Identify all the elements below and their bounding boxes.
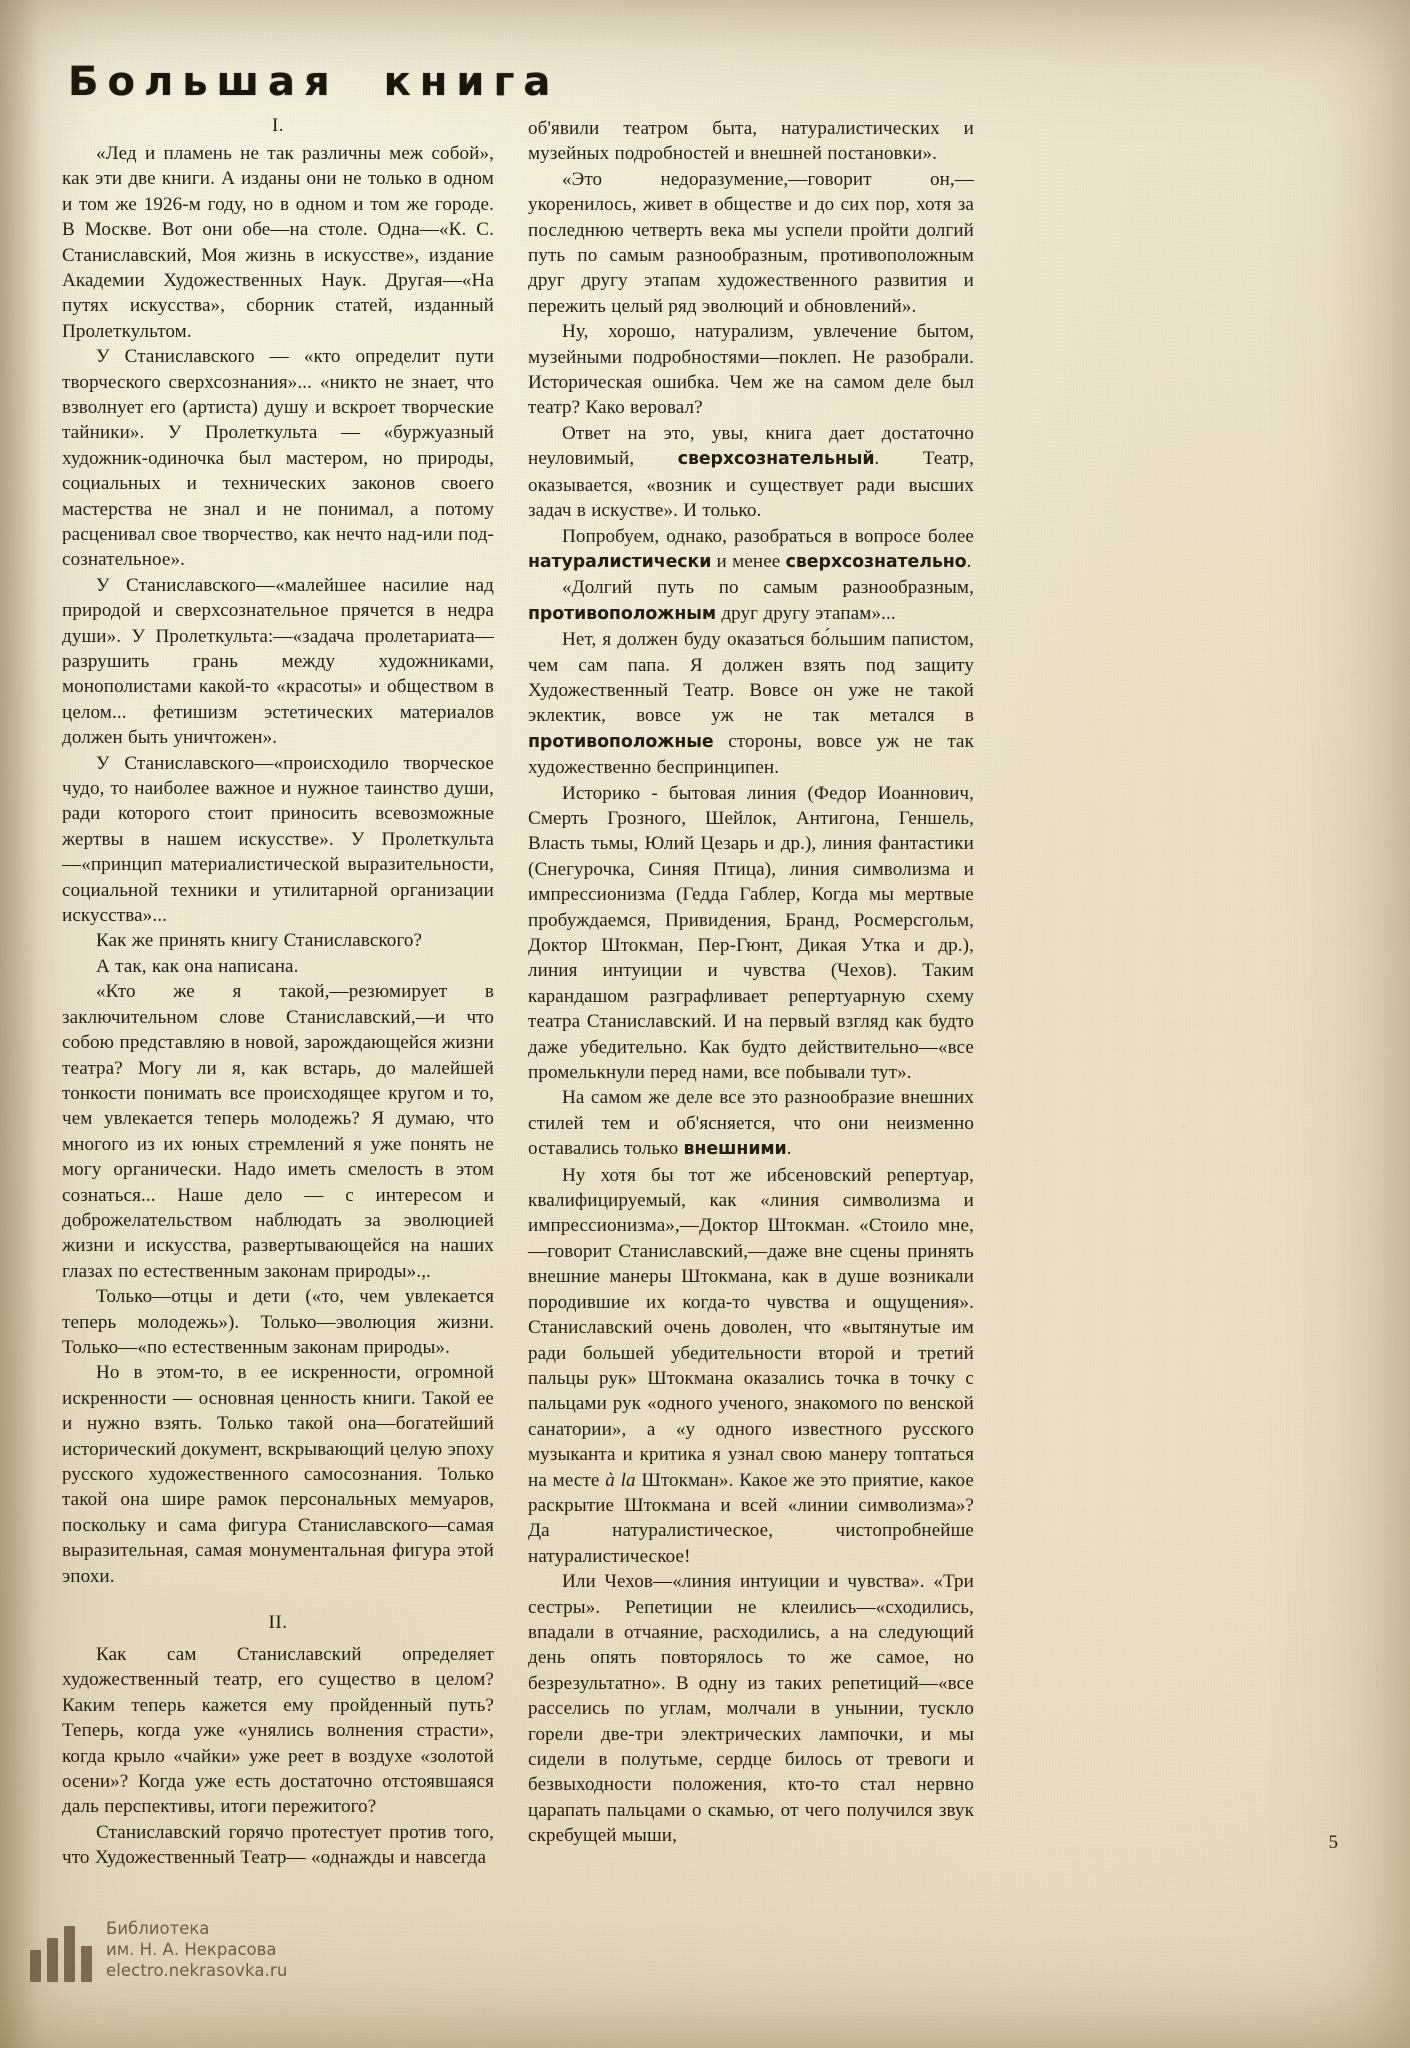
paragraph: «Это недоразумение,—говорит он,—укоренилось, живет в обществе и до сих пор, хотя за последнюю четверть века мы успели пройти долгий путь по самым разнообразным, противоположным друг другу этапам художественного развития и пережить целый ряд эволюций и обновлений». <box>528 168 974 317</box>
paragraph: Нет, я должен буду оказаться бо́льшим папистом, чем сам папа. Я должен взять под защиту Художественный Театр. Вовсе он уже не такой эклектик, вовсе уж не так метался в противоположные стороны, вовсе уж не так художественно беспринципен. <box>528 629 974 779</box>
paragraph: Как же принять книгу Станиславского? <box>96 930 423 952</box>
paragraph: Ответ на это, увы, книга дает достаточно неуловимый, сверхсознательный. Театр, оказывается, «возник и существует ради высших задач в искустве». И только. <box>528 422 974 522</box>
paragraph: Станиславский горячо протестует против того, что Художественный Театр— «однажды и навсегда <box>62 1821 494 1869</box>
section-number-2: II. <box>268 1612 288 1634</box>
library-watermark <box>30 1918 287 1982</box>
paragraph: У Станиславского — «кто определит пути творческого сверхсознания»... «никто не знает, что взволнует его (артиста) душу и вскроет творческие тайники». У Пролеткульта — «буржуазный художник-одиночка был мастером, но природы, социальных и технических законов своего мастерства не знал и не понимал, а потому расценивал свое творчество, как нечто над-или под-сознательное». <box>62 346 494 571</box>
paragraph: У Станиславского—«происходило творческое чудо, то наиболее важное и нужное таинство души, ради которого стоит приносить всевозможные жертвы в нашем искусстве». У Пролеткульта—«принцип материалистической выразительности, социальной техники и утилитарной организации искусства»... <box>62 752 494 927</box>
right-column <box>528 116 974 1849</box>
paragraph: Ну, хорошо, натурализм, увлечение бытом, музейными подробностями—поклеп. Не разобрали. Историческая ошибка. Чем же на самом деле был театр? Како веровал? <box>528 321 974 419</box>
library-url: electro.nekrasovka.ru <box>106 1961 288 1980</box>
library-watermark-text <box>106 1918 287 1982</box>
page-number: 5 <box>1328 1832 1338 1853</box>
library-name-line2: им. Н. А. Некрасова <box>106 1940 277 1959</box>
paragraph: Но в этом-то, в ее искренности, огромной искренности — основная ценность книги. Такой ее и нужно взять. Только такой она—богатейший исторический документ, вскрывающий целую эпоху русского художественного самосознания. Только такой она шире рамок персональных мемуаров, поскольку и сама фигура Станиславского—самая выразительная, самая монументальная фигура этой эпохи. <box>62 1362 494 1587</box>
paragraph: А так, как она написана. <box>96 955 299 977</box>
section-number-1: I. <box>271 115 285 136</box>
paragraph: Или Чехов—«линия интуиции и чувства». «Три сестры». Репетиции не клеились—«сходились, впадали в отчаяние, расходились, а на следующий день опять повторялось то же самое, но безрезультатно». В одну из таких репетиций—«все расселись по углам, молчали в унынии, тускло горели две-три электрических лампочки, и мы сидели в полутьме, сердце билось от тревоги и безвыходности положения, кто-то стал нервно царапать пальцами о скамью, от чего получился звук скребущей мыши, <box>528 1571 974 1847</box>
paragraph: Как сам Станиславский определяет художественный театр, его существо в целом? Каким теперь кажется ему пройденный путь? Теперь, когда уже «унялись волнения страсти», когда крыло «чайки» уже реет в воздухе «золотой осени»? Когда уже есть достаточно отстоявшаяся даль перспективы, итоги пережитого? <box>62 1643 494 1818</box>
paragraph: Ну хотя бы тот же ибсеновский репертуар, квалифицируемый, как «линия символизма и импрессионизма»,—Доктор Штокман. «Стоило мне,—говорит Станиславский,—даже вне сцены принять внешние манеры Штокмана, как в душе возникали породившие их когда-то чувства и ощущения». Станиславский очень доволен, что «вытянутые им ради большей убедительности второй и третий пальцы рук» Штокмана оказались точка в точку с пальцами рук «одного ученого, знакомого по венской санатории», а «у одного известного русского музыканта и критика я узнал свою манеру топтаться на месте à la Штокман». Какое же это приятие, какое раскрытие Штокмана и всей «линии символизма»? Да натуралистическое, чистопробнейше натуралистическое! <box>528 1164 974 1567</box>
page-content <box>62 59 1348 1871</box>
library-name-line1: Библиотека <box>106 1919 210 1938</box>
left-column <box>62 116 494 1871</box>
paragraph: «Долгий путь по самым разнообразным, противоположным друг другу этапам»... <box>528 577 974 624</box>
paragraph: «Кто же я такой,—резюмирует в заключительном слове Станиславский,—и что собою представляю в новой, зарождающейся жизни театра? Могу ли я, как встарь, до малейшей тонкости понимать все происходящее кругом и то, чем увлекается теперь молодежь? Я думаю, что многого из их юных стремлений я уже понять не могу органически. Надо иметь смелость в этом сознаться... Наше дело — с интересом и доброжелательством наблюдать за эволюцией жизни и искусства, развертывающейся на наших глазах по естественным законам природы».,. <box>62 981 494 1282</box>
paragraph: Историко - бытовая линия (Федор Иоаннович, Смерть Грозного, Шейлок, Антигона, Геншель, Власть тьмы, Юлий Цезарь и др.), линия фантастики (Снегурочка, Синяя Птица), линия символизма и импрессионизма (Гедда Габлер, Когда мы мертвые пробуждаемся, Привидения, Бранд, Росмерсгольм, Доктор Штокман, Пер-Гюнт, Дикая Утка и др.), линия интуиции и чувства (Чехов). Таким карандашом разграфливает репертуарную схему театра Станиславский. И на первый взгляд как будто даже убедительно. Как будто действительно—«все промелькнули перед нами, все побывали тут». <box>528 782 974 1084</box>
paragraph: Попробуем, однако, разобраться в вопросе более натуралистически и менее сверхсознательно. <box>528 525 974 572</box>
paragraph: Только—отцы и дети («то, чем увлекается теперь молодежь»). Только—эволюция жизни. Только—«по естественным законам природы». <box>62 1286 494 1358</box>
paragraph: У Станиславского—«малейшее насилие над природой и сверхсознательное прячется в недра души». У Пролеткульта:—«задача пролетариата—разрушить грань между художниками, монополистами какой-то «красоты» и обществом в целом... фетишизм эстетических материалов должен быть уничтожен». <box>62 574 494 749</box>
paragraph: об'явили театром быта, натуралистических и музейных подробностей и внешней постановки». <box>528 118 974 165</box>
paragraph: На самом же деле все это разнообразие внешних стилей тем и об'ясняется, что они неизменно оставались только внешними. <box>528 1087 974 1160</box>
page-edge-shadow <box>0 0 40 2048</box>
article-headline: Большая книга <box>68 59 560 105</box>
paragraph: «Лед и пламень не так различны меж собой», как эти две книги. А изданы они не только в одном и том же 1926-м году, но в одном и том же городе. В Москве. Вот они обе—на столе. Одна—«К. С. Станиславский, Моя жизнь в искусстве», издание Академии Художественных Наук. Другая—«На путях искусства», сборник статей, изданный Пролеткультом. <box>62 142 494 342</box>
library-bars-icon <box>30 1926 92 1982</box>
two-column-body <box>62 116 1348 1871</box>
